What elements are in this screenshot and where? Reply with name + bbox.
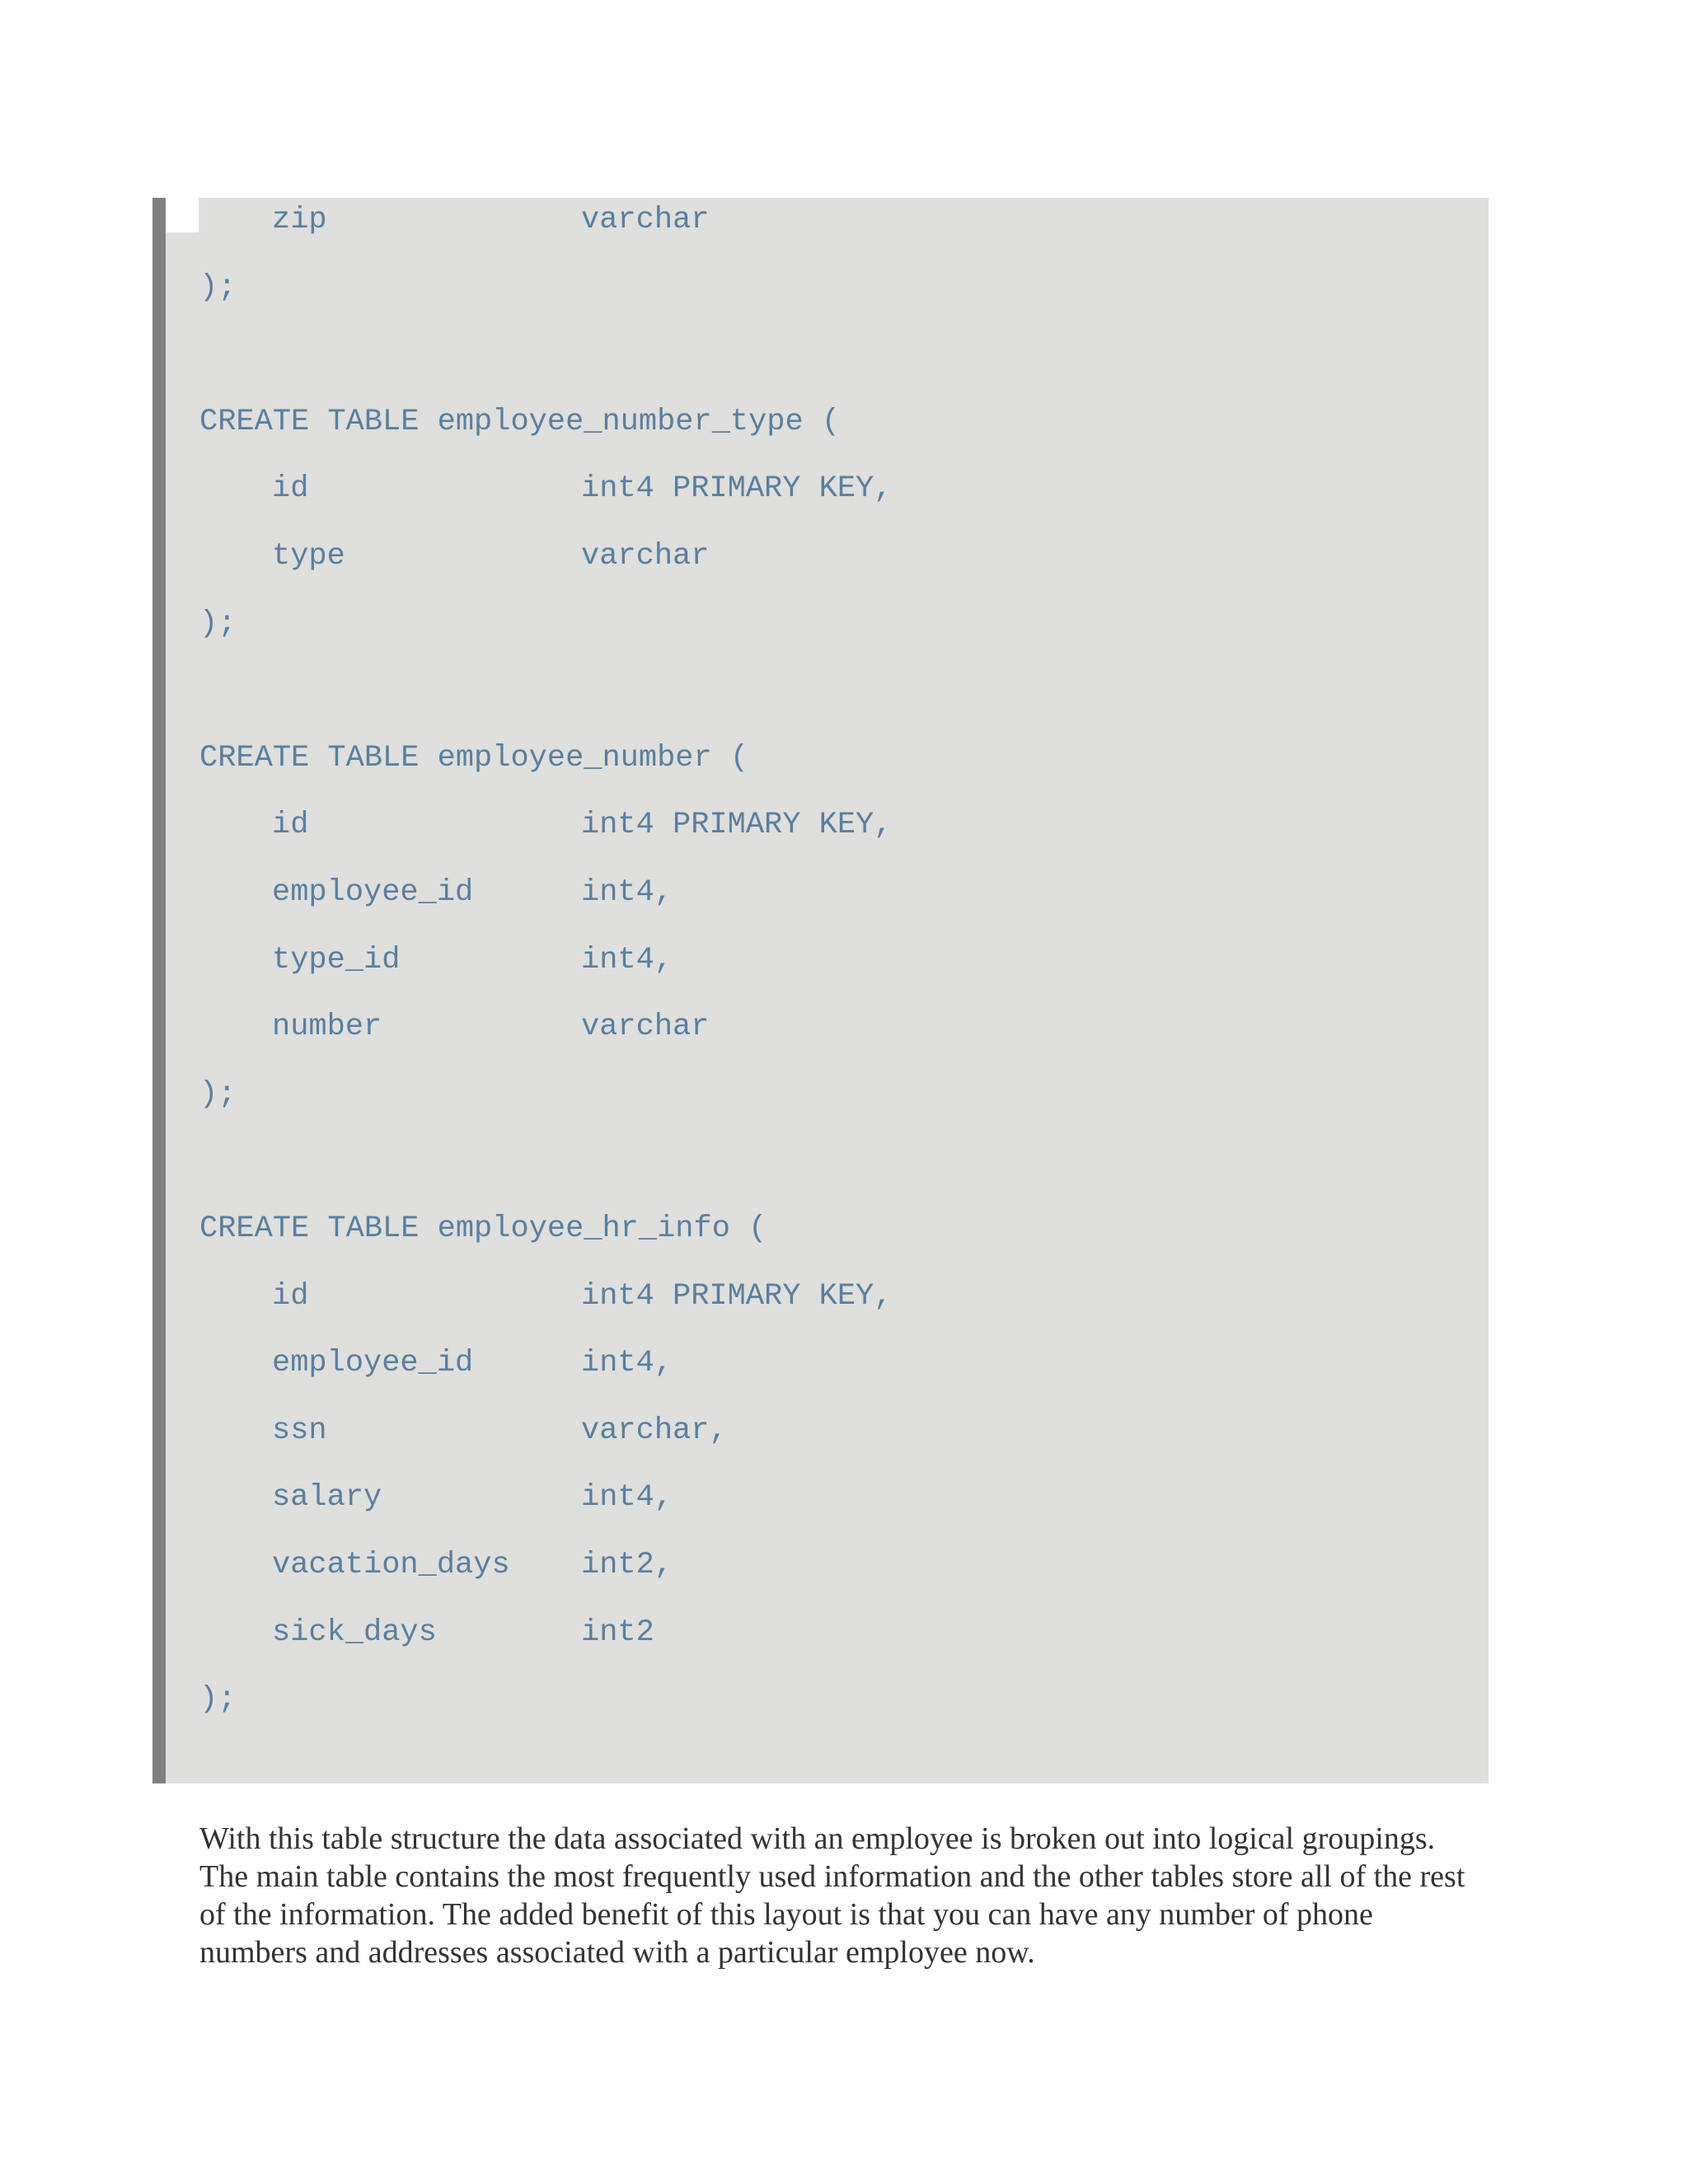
column-name: number — [272, 1010, 382, 1045]
code-statement-line[interactable]: CREATE TABLE employee_number ( — [199, 740, 749, 776]
code-statement-line[interactable]: CREATE TABLE employee_number_type ( — [199, 404, 841, 439]
code-statement-line[interactable]: ); — [199, 606, 237, 641]
column-name: salary — [272, 1480, 382, 1516]
column-name: type — [272, 539, 345, 574]
body-paragraph[interactable]: With this table structure the data associated with an employee is broken out into logical groupings. The main table contains the most frequently used information and the other tables store all of the rest of the information. The added benefit of this layout is that you can have any number of phone numbers and addresses associated with a particular employee now. — [199, 1821, 1465, 1970]
code-statement-line[interactable]: CREATE TABLE employee_hr_info ( — [199, 1212, 767, 1246]
column-name: employee_id — [272, 875, 474, 910]
column-type: int4 PRIMARY KEY, — [581, 1278, 893, 1314]
column-type: int4, — [581, 1480, 673, 1516]
code-block — [152, 198, 1489, 1783]
code-statement-line[interactable]: ); — [199, 1682, 237, 1718]
column-name: id — [272, 1278, 309, 1314]
column-name: ssn — [272, 1413, 327, 1448]
code-block-left-bar — [152, 198, 166, 1783]
column-type: int4, — [581, 942, 673, 977]
code-statement-line[interactable]: ); — [199, 1076, 237, 1112]
column-type: int4, — [581, 1346, 673, 1381]
column-type: int2 — [581, 1615, 654, 1650]
column-type: int4 PRIMARY KEY, — [581, 808, 893, 843]
column-type: int4 PRIMARY KEY, — [581, 471, 893, 507]
column-name: employee_id — [272, 1346, 474, 1381]
code-block-notch — [166, 198, 199, 232]
column-type: varchar — [581, 1010, 710, 1045]
column-name: type_id — [272, 942, 401, 977]
column-type: varchar — [581, 203, 710, 237]
column-name: id — [272, 808, 309, 843]
column-name: vacation_days — [272, 1548, 510, 1582]
code-statement-line[interactable]: ); — [199, 269, 237, 305]
column-type: int4, — [581, 875, 673, 910]
column-name: sick_days — [272, 1615, 437, 1650]
column-type: varchar — [581, 539, 710, 574]
column-name: id — [272, 471, 309, 507]
column-type: int2, — [581, 1548, 673, 1582]
column-type: varchar, — [581, 1413, 728, 1448]
column-name: zip — [272, 203, 327, 237]
